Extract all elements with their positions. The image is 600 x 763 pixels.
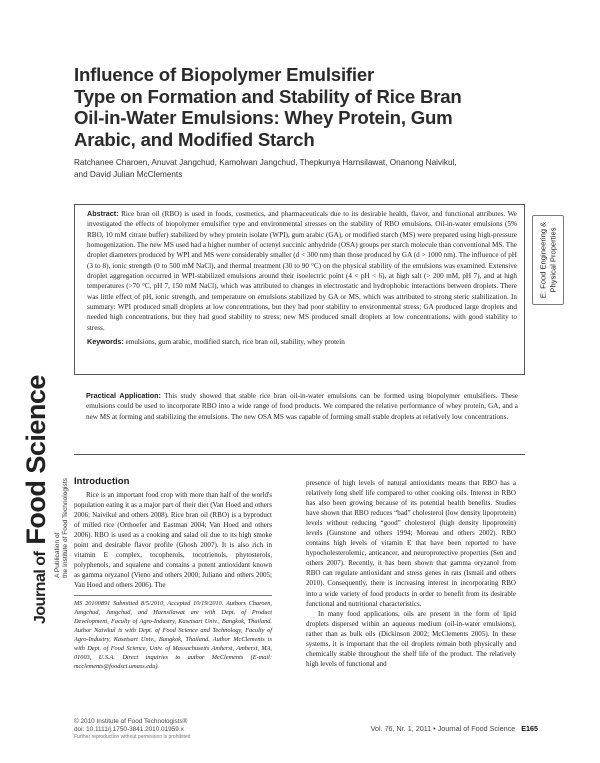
title-line: Influence of Biopolymer Emulsifier	[74, 64, 375, 85]
body-text	[74, 490, 272, 590]
title-line: Oil-in-Water Emulsions: Whey Protein, Gum	[74, 107, 453, 128]
journal-publisher-line: the Institute of Food Technologists	[61, 478, 69, 578]
abstract-label: Abstract:	[87, 209, 119, 218]
practical-label: Practical Application:	[86, 391, 161, 400]
paragraph: In many food applications, oils are present in the form of lipid droplets dispersed within an aqueous medium (oil-in-water emulsions), rather than as bulk oils (Dickinson 2002; McClements 2005). In these systems, it is important that the oil droplets remain both physically and chemically stable throughout the shelf life of the product. The relatively high levels of functional and	[306, 609, 516, 668]
paragraph: presence of high levels of natural antioxidants means that RBO has a relatively long shelf life compared to other cooking oils. Interest in RBO has also been growing because of its potential health benefits. Studies have shown that RBO reduces “bad” cholesterol (low density lipoprotein) levels without reducing “good” cholesterol (high density lipoprotein) levels (Gunstone and others 1994; Moreau and others 2002). RBO contains high levels of vitamin E that have been reported to have hypocholesterolemic, anticancer, and neuroprotective properties (Sen and others 2007). Recently, it has been shown that gamma oryzanol from RBO can regulate antioxidant and stress genes in rats (Ismail and others 2010). Consequently, there is increasing interest in incorporating RBO into a wide variety of food products in order to benefit from its desirable functional and nutritional characteristics.	[306, 479, 516, 608]
keywords-label: Keywords:	[87, 337, 124, 347]
author-line: Ratchanee Charoen, Anuvat Jangchud, Kamolwan Jangchud, Thepkunya Harnsilawat, Onanong Naivikul,	[74, 158, 457, 167]
side-label-line: E: Food Engineering &	[538, 221, 548, 299]
keywords	[87, 337, 517, 347]
section-side-label-text	[539, 222, 558, 298]
section-heading: Introduction	[74, 476, 130, 487]
abstract-text: Rice bran oil (RBO) is used in foods, cosmetics, and pharmaceuticals due to its desirable health, flavor, and functional attributes. We investigated the effects of biopolymer emulsifier type and environmental stresses on the stability of RBO emulsions. Oil-in-water emulsions (5% RBO, 10 mM citrate buffer) stabilized by whey protein isolate (WPI), gum arabic (GA), or modified starch (MS) were prepared using high-pressure homogenization. The new MS used had a higher number of octenyl succinic anhydride (OSA) groups per starch molecule than conventional MS. The droplet diameters produced by WPI and MS were considerably smaller (d < 300 nm) than those produced by GA (d > 1000 nm). The influence of pH (3 to 8), ionic strength (0 to 500 mM NaCl), and thermal treatment (30 to 90 °C) on the physical stability of the emulsions was examined. Extensive droplet aggregation occurred in WPI-stabilized emulsions around their isoelectric point (4 < pH < 6), at high salt (> 200 mM, pH 7), and at high temperatures (>70 °C, pH 7, 150 mM NaCl), which was attributed to changes in electrostatic and hydrophobic interactions between droplets. There was little effect of pH, ionic strength, and temperature on emulsions stabilized by GA or MS, which was attributed to strong steric stabilization. In summary: WPI produced small droplets at low concentrations, but they had poor stability to environmental stress; GA produced large droplets and needed high concentrations, but they had good stability to stress; new MS produced small droplets at low concentrations, with good stability to stress.	[87, 210, 517, 332]
body-text	[306, 478, 516, 669]
side-label-line: Physical Properties	[548, 227, 557, 293]
author-list	[74, 157, 544, 181]
volume-info: Vol. 76, Nr. 1, 2011 • Journal of Food Science	[370, 724, 516, 733]
title-line: Arabic, and Modified Starch	[74, 128, 315, 150]
reproduction-note: Further reproduction without permission is prohibited	[74, 734, 191, 741]
article-title	[74, 64, 544, 150]
journal-logo-name: Food Science	[21, 375, 51, 545]
title-line: Type on Formation and Stability of Rice Bran	[74, 85, 462, 107]
journal-logo-prefix: Journal of	[32, 551, 49, 624]
keywords-text: emulsions, gum arabic, modified starch, rice bran oil, stability, whey protein	[125, 338, 345, 347]
author-line: and David Julian McClements	[74, 170, 183, 179]
paragraph: Rice is an important food crop with more than half of the world's population eating it as a major part of their diet (Van Hoed and others 2006; Naivikul and others 2008). Rice bran oil (RBO) is a byproduct of milled rice (Orthoefer and Eastman 2004; Van Hoed and others 2006). RBO is used as a cooking and salad oil due to its high smoke point and desirable flavor profile (Ghosh 2007). It is also rich in vitamin E complex, tocopherols, tocotrienols, phytosterols, polyphenols, and squalene and contains a potent antioxidant known as gamma oryzanol (Vieno and others 2000; Juliano and others 2005; Van Hoed and others 2006). The	[74, 491, 272, 590]
page-number: E165	[521, 724, 538, 733]
divider	[74, 454, 525, 455]
left-column	[74, 476, 272, 672]
abstract	[87, 209, 517, 333]
abstract-box	[74, 204, 525, 375]
practical-text: This study showed that stable rice bran oil-in-water emulsions can be formed using biopolymer emulsifiers. These emulsions could be used to incorporate RBO into a wide range of food products. We compared the relative performance of whey protein, GA, and a new MS at forming and stabilizing the emulsions. The new OSA MS was capable of forming small stable droplets at relatively low concentrations.	[86, 392, 518, 421]
journal-publisher	[54, 478, 69, 578]
right-column	[306, 478, 516, 669]
doi[interactable]: doi: 10.1111/j.1750-3841.2010.01959.x	[74, 726, 184, 734]
practical-application	[86, 391, 518, 422]
footnote: MS 20100891 Submitted 8/5/2010, Accepted 10/19/2010. Authors Charoen, Jangchud, Jangchud, and Harnsilawat are with Dept. of Product Development, Faculty of Agro-Industry, Kasetsart Univ., Bangkok, Thailand. Author Naivikul is with Dept. of Food Science and Technology, Faculty of Agro-Industry, Kasetsart Univ., Bangkok, Thailand. Author McClements is with Dept. of Food Science, Univ. of Massachusetts Amherst, Amherst, MA, 01003, U.S.A. Direct inquiries to author McClements (E-mail: mcclements@foodsci.umass.edu).	[74, 600, 272, 670]
journal-logo	[21, 375, 52, 624]
footnote-divider	[74, 595, 272, 596]
copyright: © 2010 Institute of Food Technologists®	[74, 718, 188, 725]
section-side-label	[532, 215, 564, 305]
footer-page-info	[371, 724, 538, 733]
footer-copyright	[74, 718, 334, 740]
journal-publisher-line: A Publication of	[54, 532, 61, 578]
